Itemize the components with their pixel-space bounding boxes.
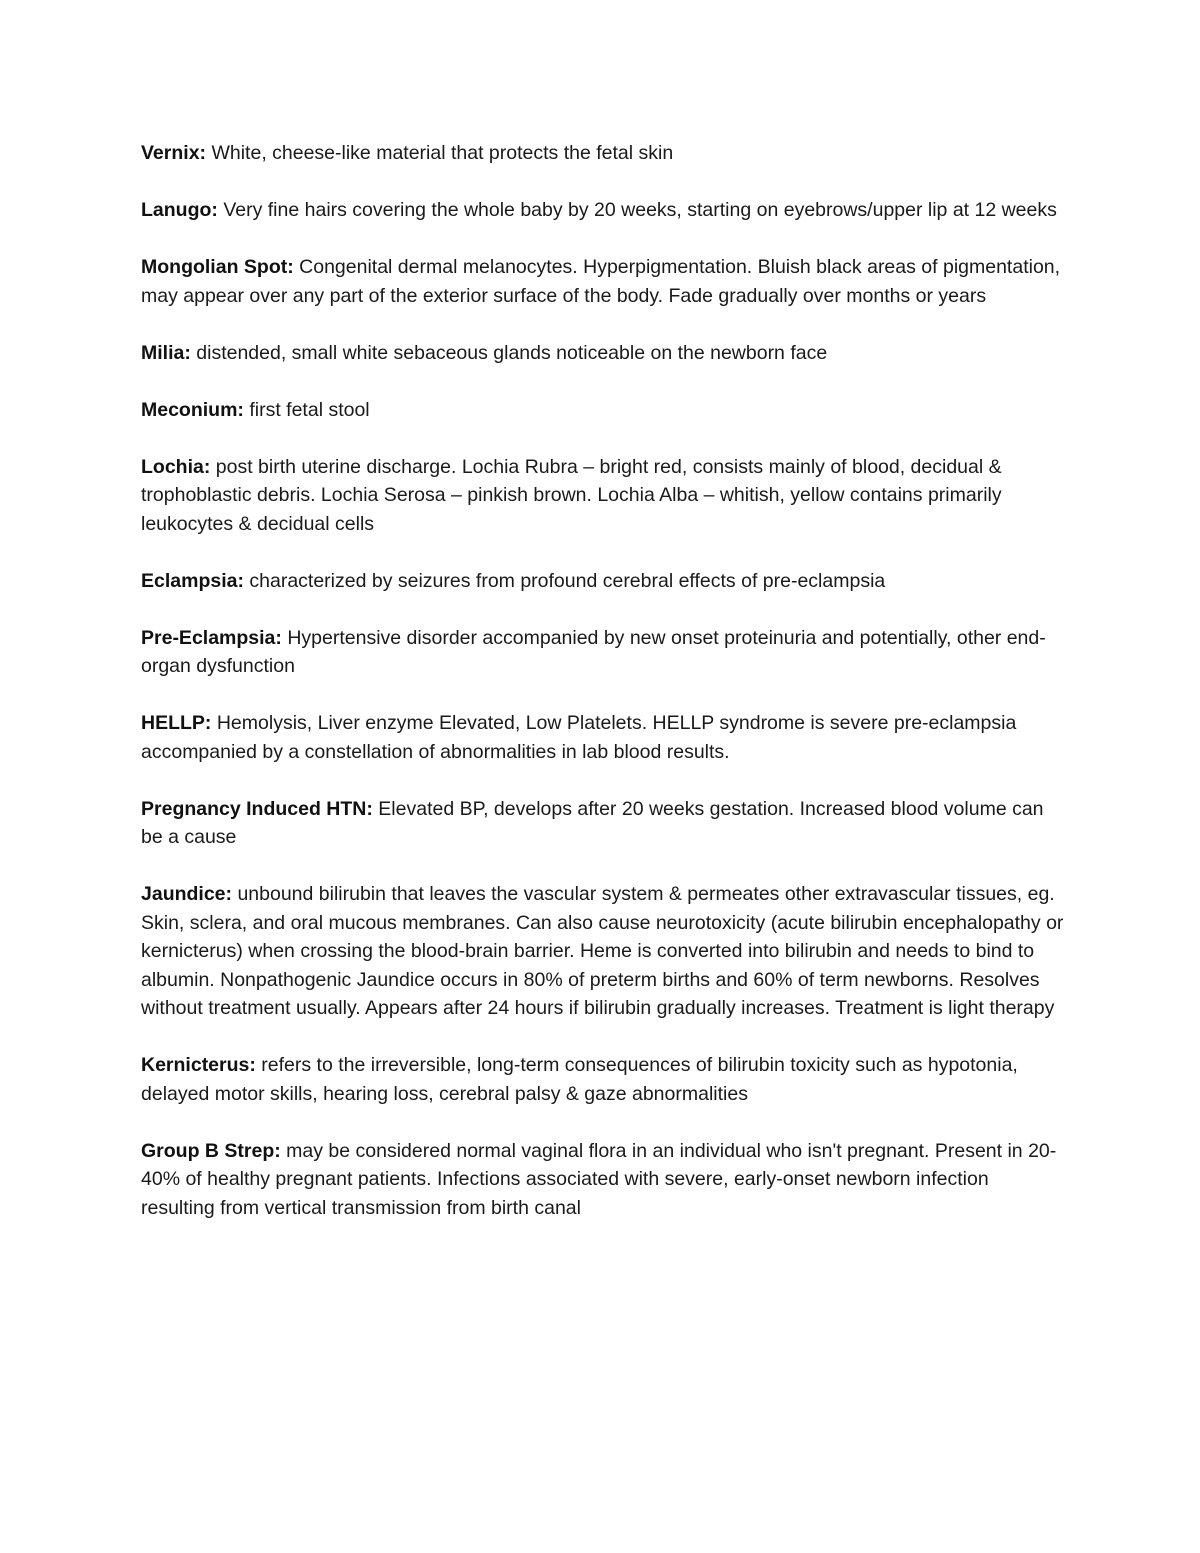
term-definition: Hemolysis, Liver enzyme Elevated, Low Platelets. HELLP syndrome is severe pre-eclampsia accompanied by a constellation of abnormalities in lab blood results. (141, 712, 1017, 763)
entry-jaundice (141, 880, 1066, 1023)
term-definition: post birth uterine discharge. Lochia Rubra – bright red, consists mainly of blood, decidual & trophoblastic debris. Lochia Serosa – pinkish brown. Lochia Alba – whitish, yellow contains primarily leukocytes & decidual cells (141, 455, 1002, 535)
term-definition: characterized by seizures from profound cerebral effects of pre-eclampsia (249, 569, 886, 592)
entry-lanugo (141, 196, 1066, 225)
term-label: Milia: (141, 341, 191, 364)
term-definition: may be considered normal vaginal flora in an individual who isn't pregnant. Present in 20-40% of healthy pregnant patients. Infections associated with severe, early-onset newborn infection resulting from vertical transmission from birth canal (141, 1139, 1057, 1219)
entry-group-b-strep (141, 1137, 1066, 1223)
term-definition: Hypertensive disorder accompanied by new onset proteinuria and potentially, other end-organ dysfunction (141, 626, 1046, 677)
term-label: Vernix: (141, 142, 207, 164)
entry-lochia (141, 453, 1066, 539)
term-definition: first fetal stool (249, 398, 370, 421)
entry-hellp (141, 709, 1066, 766)
entry-vernix (141, 139, 1066, 168)
entry-pregnancy-induced-htn (141, 795, 1066, 852)
term-label: Group B Strep: (141, 1139, 281, 1162)
term-label: Lochia: (141, 455, 211, 478)
term-definition: Very fine hairs covering the whole baby by 20 weeks, starting on eyebrows/upper lip at 12 weeks (223, 199, 1057, 221)
entry-milia (141, 339, 1066, 368)
term-label: HELLP: (141, 712, 212, 734)
term-label: Lanugo: (141, 199, 218, 221)
entry-pre-eclampsia (141, 624, 1066, 681)
entry-kernicterus (141, 1051, 1066, 1108)
term-definition: distended, small white sebaceous glands noticeable on the newborn face (196, 341, 828, 364)
term-label: Pregnancy Induced HTN: (141, 797, 373, 820)
term-label: Mongolian Spot: (141, 256, 294, 278)
glossary-body (141, 139, 1066, 1251)
term-label: Jaundice: (141, 883, 233, 905)
term-label: Eclampsia: (141, 569, 244, 592)
term-definition: refers to the irreversible, long-term consequences of bilirubin toxicity such as hypotonia, delayed motor skills, hearing loss, cerebral palsy & gaze abnormalities (141, 1054, 1018, 1105)
term-label: Meconium: (141, 398, 244, 421)
term-definition: Elevated BP, develops after 20 weeks gestation. Increased blood volume can be a cause (141, 797, 1044, 848)
term-definition: White, cheese-like material that protects the fetal skin (211, 142, 674, 164)
entry-eclampsia (141, 567, 1066, 596)
term-definition: Congenital dermal melanocytes. Hyperpigmentation. Bluish black areas of pigmentation, may appear over any part of the exterior surface of the body. Fade gradually over months or years (141, 256, 1061, 307)
entry-mongolian-spot (141, 253, 1066, 310)
entry-meconium (141, 396, 1066, 425)
term-label: Pre-Eclampsia: (141, 626, 282, 649)
term-definition: unbound bilirubin that leaves the vascular system & permeates other extravascular tissues, eg. Skin, sclera, and oral mucous membranes. Can also cause neurotoxicity (acute bilirubin encephalopathy or kernicterus) when crossing the blood-brain barrier. Heme is converted into bilirubin and needs to bind to albumin. Nonpathogenic Jaundice occurs in 80% of preterm births and 60% of term newborns. Resolves without treatment usually. Appears after 24 hours if bilirubin gradually increases. Treatment is light therapy (141, 883, 1064, 1019)
term-label: Kernicterus: (141, 1054, 256, 1076)
